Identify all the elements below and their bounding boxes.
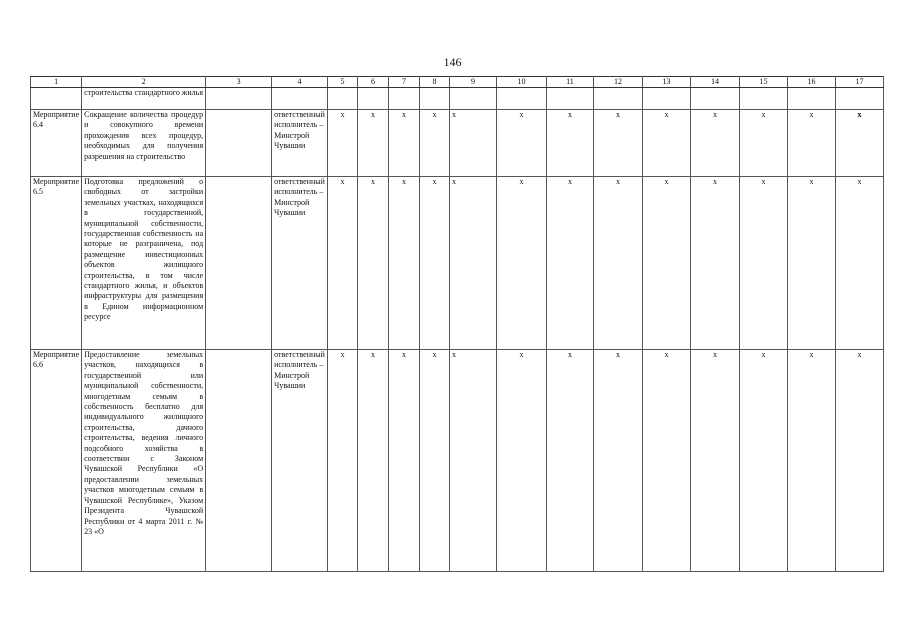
empty-cell xyxy=(206,177,272,350)
mark-cell: x xyxy=(739,110,787,177)
mark-cell: x xyxy=(388,350,419,572)
mark-cell: x xyxy=(690,350,739,572)
header-cell: 10 xyxy=(496,77,546,88)
description-cell: Подготовка предложений о свободных от застройки земельных участках, находящихся в государственной, муниципальной собственности, государственная собственность на которые не разграничена, под размещение инвестиционных объектов жилищного строительства, в том числе стандартного жилья, и объектов инфраструктуры для размещения в Едином информационном ресурсе xyxy=(82,177,206,350)
description-cell: строительства стандартного жилья xyxy=(82,88,206,110)
mark-cell: x xyxy=(327,350,357,572)
mark-cell: x xyxy=(593,110,642,177)
mark-cell: x xyxy=(593,350,642,572)
header-cell: 13 xyxy=(642,77,690,88)
mark-cell: x xyxy=(419,350,449,572)
mark-cell: x xyxy=(449,177,496,350)
continuation-row xyxy=(31,88,884,110)
mark-cell: x xyxy=(496,177,546,350)
mark-cell: x xyxy=(419,110,449,177)
empty-cell xyxy=(546,88,593,110)
program-table xyxy=(30,76,884,572)
empty-cell xyxy=(449,88,496,110)
header-cell: 12 xyxy=(593,77,642,88)
empty-cell xyxy=(206,88,272,110)
description-cell: Предоставление земельных участков, находящихся в государственной или муниципальной собственности, многодетным семьям в собственность бесплатно для индивидуального жилищного строительства, дачного строительства, ведения личного подсобного хозяйства в соответствии с Законом Чувашской Республики «О предоставлении земельных участков многодетным семьям в Чувашской Республике», Указом Президента Чувашской Республики от 4 марта 2011 г. № 23 «О xyxy=(82,350,206,572)
mark-cell: x xyxy=(388,110,419,177)
table-row xyxy=(31,110,884,177)
empty-cell xyxy=(388,88,419,110)
mark-cell: x xyxy=(357,110,388,177)
mark-cell: x xyxy=(787,177,835,350)
mark-cell: x xyxy=(642,350,690,572)
header-cell: 5 xyxy=(327,77,357,88)
empty-cell xyxy=(835,88,883,110)
mark-cell: x xyxy=(835,350,883,572)
header-cell: 16 xyxy=(787,77,835,88)
measure-cell xyxy=(31,88,82,110)
header-cell: 6 xyxy=(357,77,388,88)
measure-cell: Мероприятие 6.4 xyxy=(31,110,82,177)
table-row xyxy=(31,177,884,350)
empty-cell xyxy=(690,88,739,110)
header-cell: 8 xyxy=(419,77,449,88)
header-cell: 17 xyxy=(835,77,883,88)
executor-cell xyxy=(272,88,328,110)
mark-cell: x xyxy=(787,350,835,572)
mark-cell: x xyxy=(690,110,739,177)
header-cell: 15 xyxy=(739,77,787,88)
mark-cell: x xyxy=(546,350,593,572)
mark-cell: x xyxy=(496,110,546,177)
header-cell: 14 xyxy=(690,77,739,88)
header-cell: 2 xyxy=(82,77,206,88)
empty-cell xyxy=(327,88,357,110)
mark-cell: x xyxy=(787,110,835,177)
header-cell: 3 xyxy=(206,77,272,88)
measure-cell: Мероприятие 6.5 xyxy=(31,177,82,350)
empty-cell xyxy=(593,88,642,110)
empty-cell xyxy=(206,110,272,177)
mark-cell: x xyxy=(546,177,593,350)
empty-cell xyxy=(787,88,835,110)
executor-cell: ответственный исполнитель – Минстрой Чувашии xyxy=(272,110,328,177)
executor-cell: ответственный исполнитель – Минстрой Чувашии xyxy=(272,177,328,350)
mark-cell: x xyxy=(835,110,883,177)
mark-cell: x xyxy=(739,350,787,572)
mark-cell: x xyxy=(327,177,357,350)
mark-cell: x xyxy=(835,177,883,350)
header-cell: 11 xyxy=(546,77,593,88)
header-cell: 7 xyxy=(388,77,419,88)
description-cell: Сокращение количества процедур и совокупного времени прохождения всех процедур, необходимых для получения разрешения на строительство xyxy=(82,110,206,177)
page-number: 146 xyxy=(443,55,462,69)
empty-cell xyxy=(419,88,449,110)
mark-cell: x xyxy=(496,350,546,572)
measure-cell: Мероприятие 6.6 xyxy=(31,350,82,572)
mark-cell: x xyxy=(546,110,593,177)
header-cell: 1 xyxy=(31,77,82,88)
header-cell: 9 xyxy=(449,77,496,88)
mark-cell: x xyxy=(690,177,739,350)
header-cell: 4 xyxy=(272,77,328,88)
mark-cell: x xyxy=(739,177,787,350)
mark-cell: x xyxy=(419,177,449,350)
mark-cell: x xyxy=(642,177,690,350)
empty-cell xyxy=(642,88,690,110)
header-row xyxy=(31,77,884,88)
empty-cell xyxy=(357,88,388,110)
mark-cell: x xyxy=(449,110,496,177)
mark-cell: x xyxy=(327,110,357,177)
mark-cell: x xyxy=(642,110,690,177)
mark-cell: x xyxy=(593,177,642,350)
mark-cell: x xyxy=(449,350,496,572)
empty-cell xyxy=(739,88,787,110)
mark-cell: x xyxy=(357,350,388,572)
executor-cell: ответственный исполнитель – Минстрой Чувашии xyxy=(272,350,328,572)
empty-cell xyxy=(206,350,272,572)
table-row xyxy=(31,350,884,572)
mark-cell: x xyxy=(357,177,388,350)
empty-cell xyxy=(496,88,546,110)
mark-cell: x xyxy=(388,177,419,350)
